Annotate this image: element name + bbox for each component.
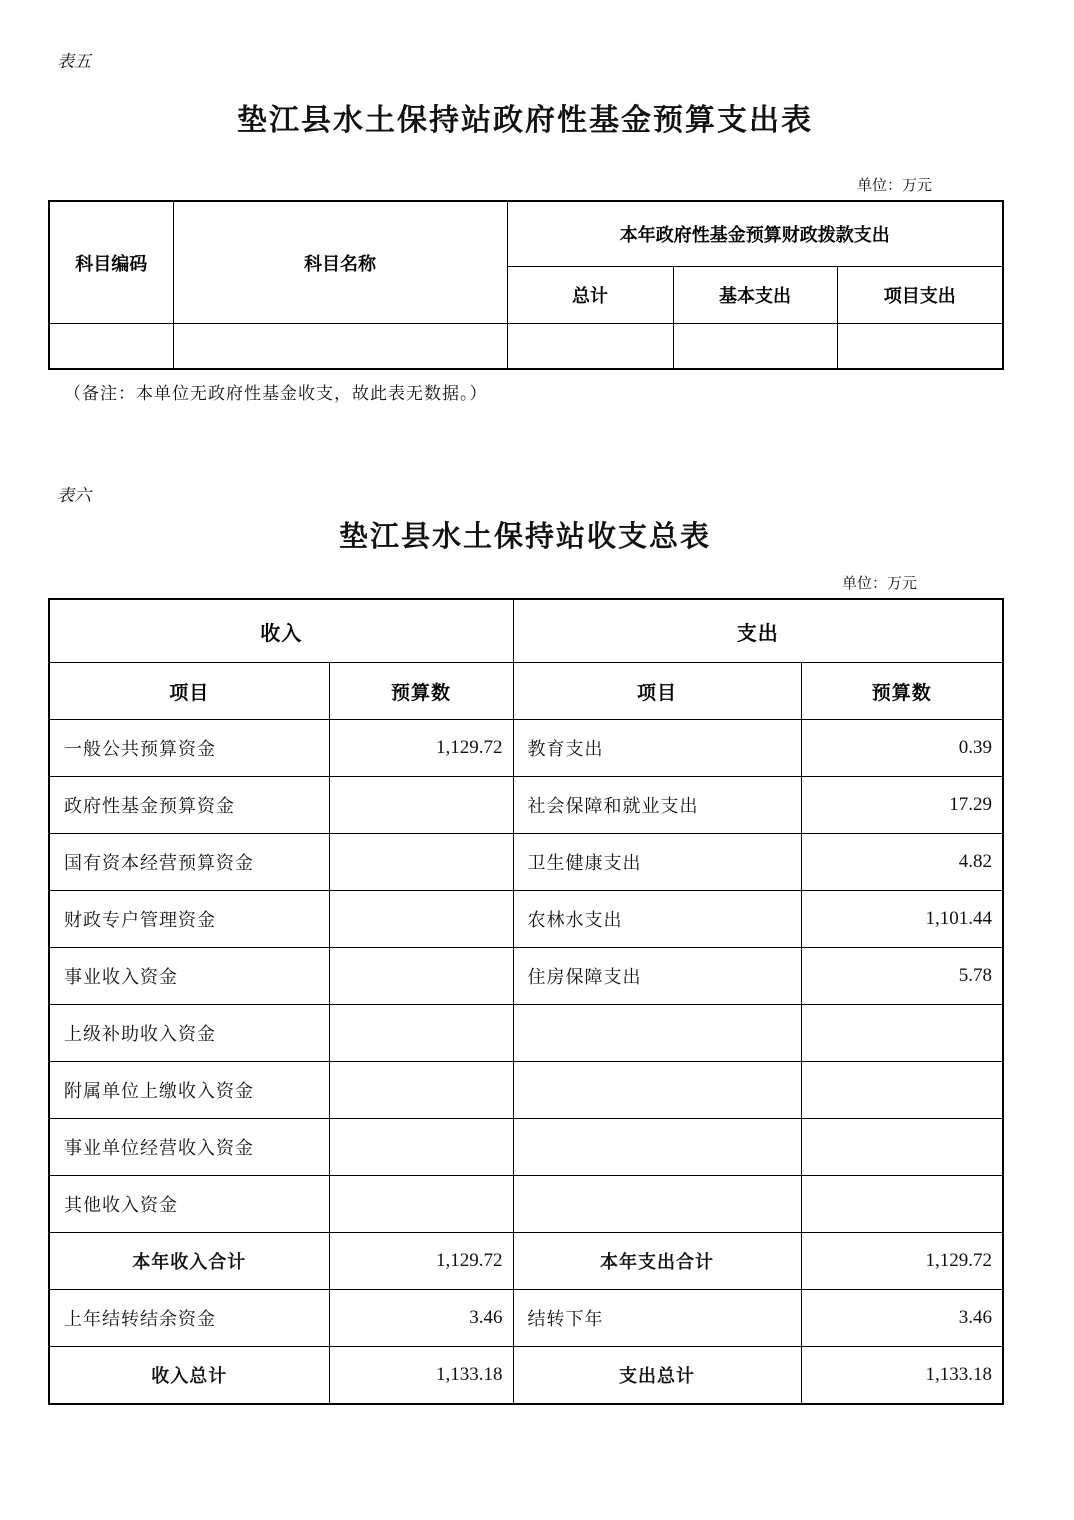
income-item-cell: 一般公共预算资金 [49,720,329,777]
table5-header-subject-code: 科目编码 [49,201,173,324]
expense-value-cell: 1,129.72 [801,1233,1003,1290]
table5-empty-cell [673,324,837,370]
expense-value-cell: 1,133.18 [801,1347,1003,1405]
income-item-cell: 财政专户管理资金 [49,891,329,948]
expense-item-cell: 住房保障支出 [513,948,801,1005]
income-value-cell: 1,129.72 [329,720,513,777]
income-value-cell: 1,133.18 [329,1347,513,1405]
table6-header-income-item: 项目 [49,663,329,720]
table-row [49,891,1003,948]
table6-header-expense-item: 项目 [513,663,801,720]
table-row [49,1005,1003,1062]
expense-value-cell: 17.29 [801,777,1003,834]
income-value-cell [329,1119,513,1176]
table6 [48,598,1004,1405]
table5-empty-cell [507,324,673,370]
expense-item-cell: 结转下年 [513,1290,801,1347]
table-row [49,948,1003,1005]
table6-header-expense: 支出 [513,599,1003,663]
table-row [49,720,1003,777]
table6-title: 垫江县水土保持站收支总表 [338,521,711,553]
expense-item-cell: 支出总计 [513,1347,801,1405]
table5-header-subject-name: 科目名称 [173,201,507,324]
expense-item-cell [513,1119,801,1176]
table-row [49,1119,1003,1176]
income-value-cell [329,948,513,1005]
table5-header-group: 本年政府性基金预算财政拨款支出 [507,201,1003,267]
expense-item-cell: 社会保障和就业支出 [513,777,801,834]
income-item-cell: 上年结转结余资金 [49,1290,329,1347]
income-item-cell: 收入总计 [49,1347,329,1405]
expense-value-cell: 3.46 [801,1290,1003,1347]
table5-empty-cell [173,324,507,370]
income-item-cell: 事业收入资金 [49,948,329,1005]
table6-unit: 单位：万元 [841,576,917,592]
income-item-cell: 其他收入资金 [49,1176,329,1233]
income-item-cell: 政府性基金预算资金 [49,777,329,834]
income-item-cell: 本年收入合计 [49,1233,329,1290]
income-value-cell [329,891,513,948]
expense-value-cell [801,1062,1003,1119]
table5-title: 垫江县水土保持站政府性基金预算支出表 [237,104,813,137]
expense-value-cell [801,1176,1003,1233]
table5-unit: 单位：万元 [856,178,932,194]
expense-value-cell: 0.39 [801,720,1003,777]
expense-item-cell: 农林水支出 [513,891,801,948]
table-row [49,777,1003,834]
expense-item-cell: 卫生健康支出 [513,834,801,891]
table-row [49,1290,1003,1347]
expense-value-cell: 1,101.44 [801,891,1003,948]
expense-value-cell: 5.78 [801,948,1003,1005]
income-item-cell: 事业单位经营收入资金 [49,1119,329,1176]
income-value-cell [329,1005,513,1062]
table5-empty-row [49,324,1003,370]
income-item-cell: 上级补助收入资金 [49,1005,329,1062]
expense-item-cell [513,1176,801,1233]
table5-header-total: 总计 [507,267,673,324]
expense-item-cell [513,1062,801,1119]
table5 [48,200,1004,370]
table6-header-income-budget: 预算数 [329,663,513,720]
expense-item-cell: 本年支出合计 [513,1233,801,1290]
expense-value-cell [801,1005,1003,1062]
expense-value-cell [801,1119,1003,1176]
income-value-cell: 3.46 [329,1290,513,1347]
table-row [49,834,1003,891]
table-row [49,1176,1003,1233]
table5-note: （备注：本单位无政府性基金收支，故此表无数据。） [64,384,488,403]
table5-empty-cell [837,324,1003,370]
table5-label: 表五 [57,52,91,71]
income-value-cell [329,1176,513,1233]
income-value-cell [329,777,513,834]
table-row [49,1233,1003,1290]
income-item-cell: 附属单位上缴收入资金 [49,1062,329,1119]
income-value-cell [329,1062,513,1119]
income-value-cell: 1,129.72 [329,1233,513,1290]
table5-header-basic: 基本支出 [673,267,837,324]
table6-header-expense-budget: 预算数 [801,663,1003,720]
table6-label: 表六 [57,486,91,505]
income-item-cell: 国有资本经营预算资金 [49,834,329,891]
table5-header-project: 项目支出 [837,267,1003,324]
table-row [49,1062,1003,1119]
expense-item-cell [513,1005,801,1062]
expense-item-cell: 教育支出 [513,720,801,777]
table5-empty-cell [49,324,173,370]
expense-value-cell: 4.82 [801,834,1003,891]
table-row [49,1347,1003,1405]
table6-header-income: 收入 [49,599,513,663]
income-value-cell [329,834,513,891]
